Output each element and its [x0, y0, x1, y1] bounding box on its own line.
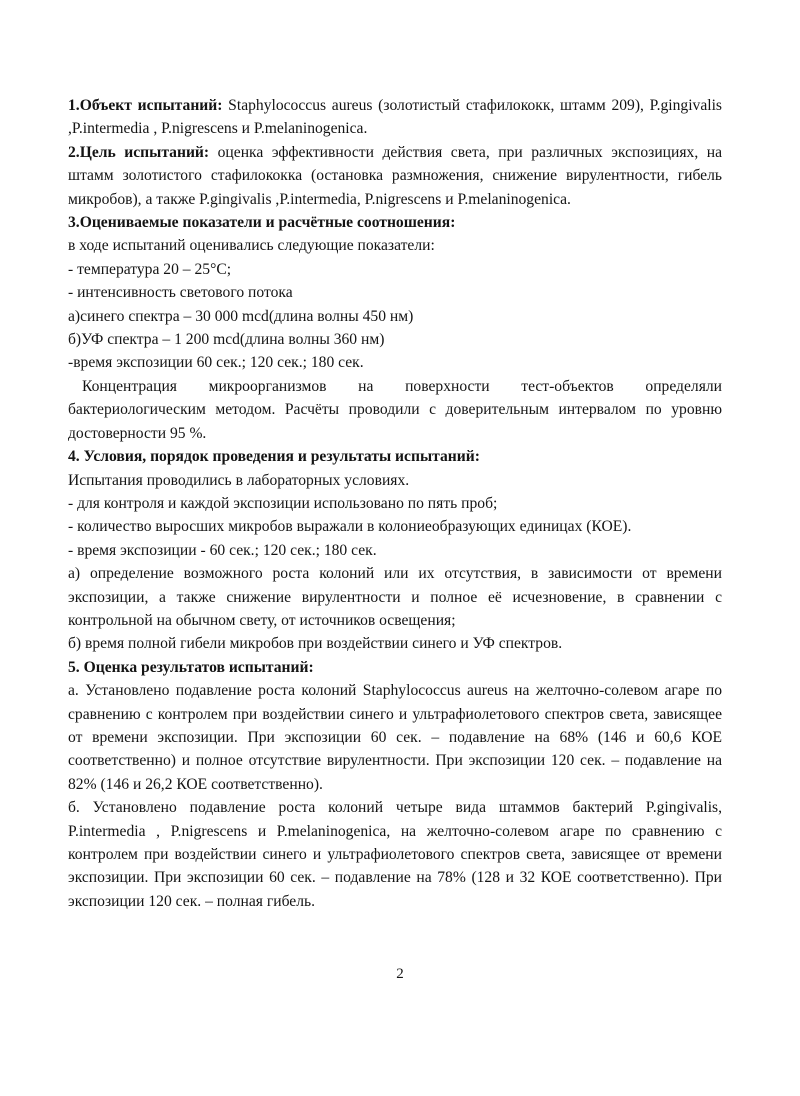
section-2	[68, 141, 722, 211]
document-body	[68, 94, 722, 913]
section-3-heading: 3.Оцениваемые показатели и расчётные соотношения:	[68, 214, 456, 232]
section-1-label: 1.Объект испытаний:	[68, 97, 223, 114]
section-4-item-b: б) время полной гибели микробов при воздействии синего и УФ спектров.	[68, 635, 563, 653]
section-5-item-a: а. Установлено подавление роста колоний Staphylococcus aureus на желточно-солевом агаре по сравнению с контролем при воздействии синего и ультрафиолетового спектров света, зависящее от времени экспозиции. При экспозиции 60 сек. – подавление на 68% (146 и 60,6 КОЕ соответственно) и полное отсутствие вирулентности. При экспозиции 120 сек. – подавление на 82% (146 и 26,2 КОЕ соответственно).	[68, 682, 722, 793]
section-4-heading: 4. Условия, порядок проведения и результаты испытаний:	[68, 448, 480, 466]
section-1-text: Staphylococcus aureus (золотистый стафилококк, штамм 209), P.gingivalis ,P.intermedia , P.nigrescens и P.melaninogenica.	[68, 97, 722, 138]
section-3-line: а)синего спектра – 30 000 mcd(длина волны 450 нм)	[68, 307, 414, 325]
section-3-line: - температура 20 – 25°С;	[68, 260, 232, 278]
page-number: 2	[396, 966, 404, 982]
section-2-text: оценка эффективности действия света, при различных экспозициях, на штамм золотистого стафилококка (остановка размножения, снижение вирулентности, гибель микробов), а также P.gingivalis ,P.intermedia, P.nigrescens и P.melaninogenica.	[68, 143, 723, 208]
section-1	[68, 94, 722, 141]
section-2-label: 2.Цель испытаний:	[68, 143, 210, 161]
section-4-line: Испытания проводились в лабораторных условиях.	[68, 471, 410, 489]
section-5-heading: 5. Оценка результатов испытаний:	[68, 658, 314, 676]
section-3-line: в ходе испытаний оценивались следующие показатели:	[68, 237, 435, 255]
section-4-item-a: а) определение возможного роста колоний или их отсутствия, в зависимости от времени экспозиции, а также снижение вирулентности и полное её исчезновение, в сравнении с контрольной на обычном свету, от источников освещения;	[68, 565, 722, 629]
section-3-line: б)УФ спектра – 1 200 mcd(длина волны 360 нм)	[68, 331, 385, 349]
section-3-line: -время экспозиции 60 сек.; 120 сек.; 180 сек.	[68, 354, 364, 372]
section-3-paragraph: Концентрация микроорганизмов на поверхности тест-объектов определяли бактериологическим методом. Расчёты проводили с доверительным интервалом по уровню достоверности 95 %.	[68, 377, 722, 442]
section-4-line: - время экспозиции - 60 сек.; 120 сек.; 180 сек.	[68, 541, 377, 559]
section-5-item-b: б. Установлено подавление роста колоний четыре вида штаммов бактерий P.gingivalis, P.intermedia , P.nigrescens и P.melaninogenica, на желточно-солевом агаре по сравнению с контролем при воздействии синего и ультрафиолетового спектров света, зависящее от времени экспозиции. При экспозиции 60 сек. – подавление на 78% (128 и 32 КОЕ соответственно). При экспозиции 120 сек. – полная гибель.	[68, 799, 722, 910]
section-3-line: - интенсивность светового потока	[68, 284, 293, 302]
section-4-line: - для контроля и каждой экспозиции использовано по пять проб;	[68, 494, 498, 512]
section-4-line: - количество выросших микробов выражали в колониеобразующих единицах (КОЕ).	[68, 518, 632, 536]
